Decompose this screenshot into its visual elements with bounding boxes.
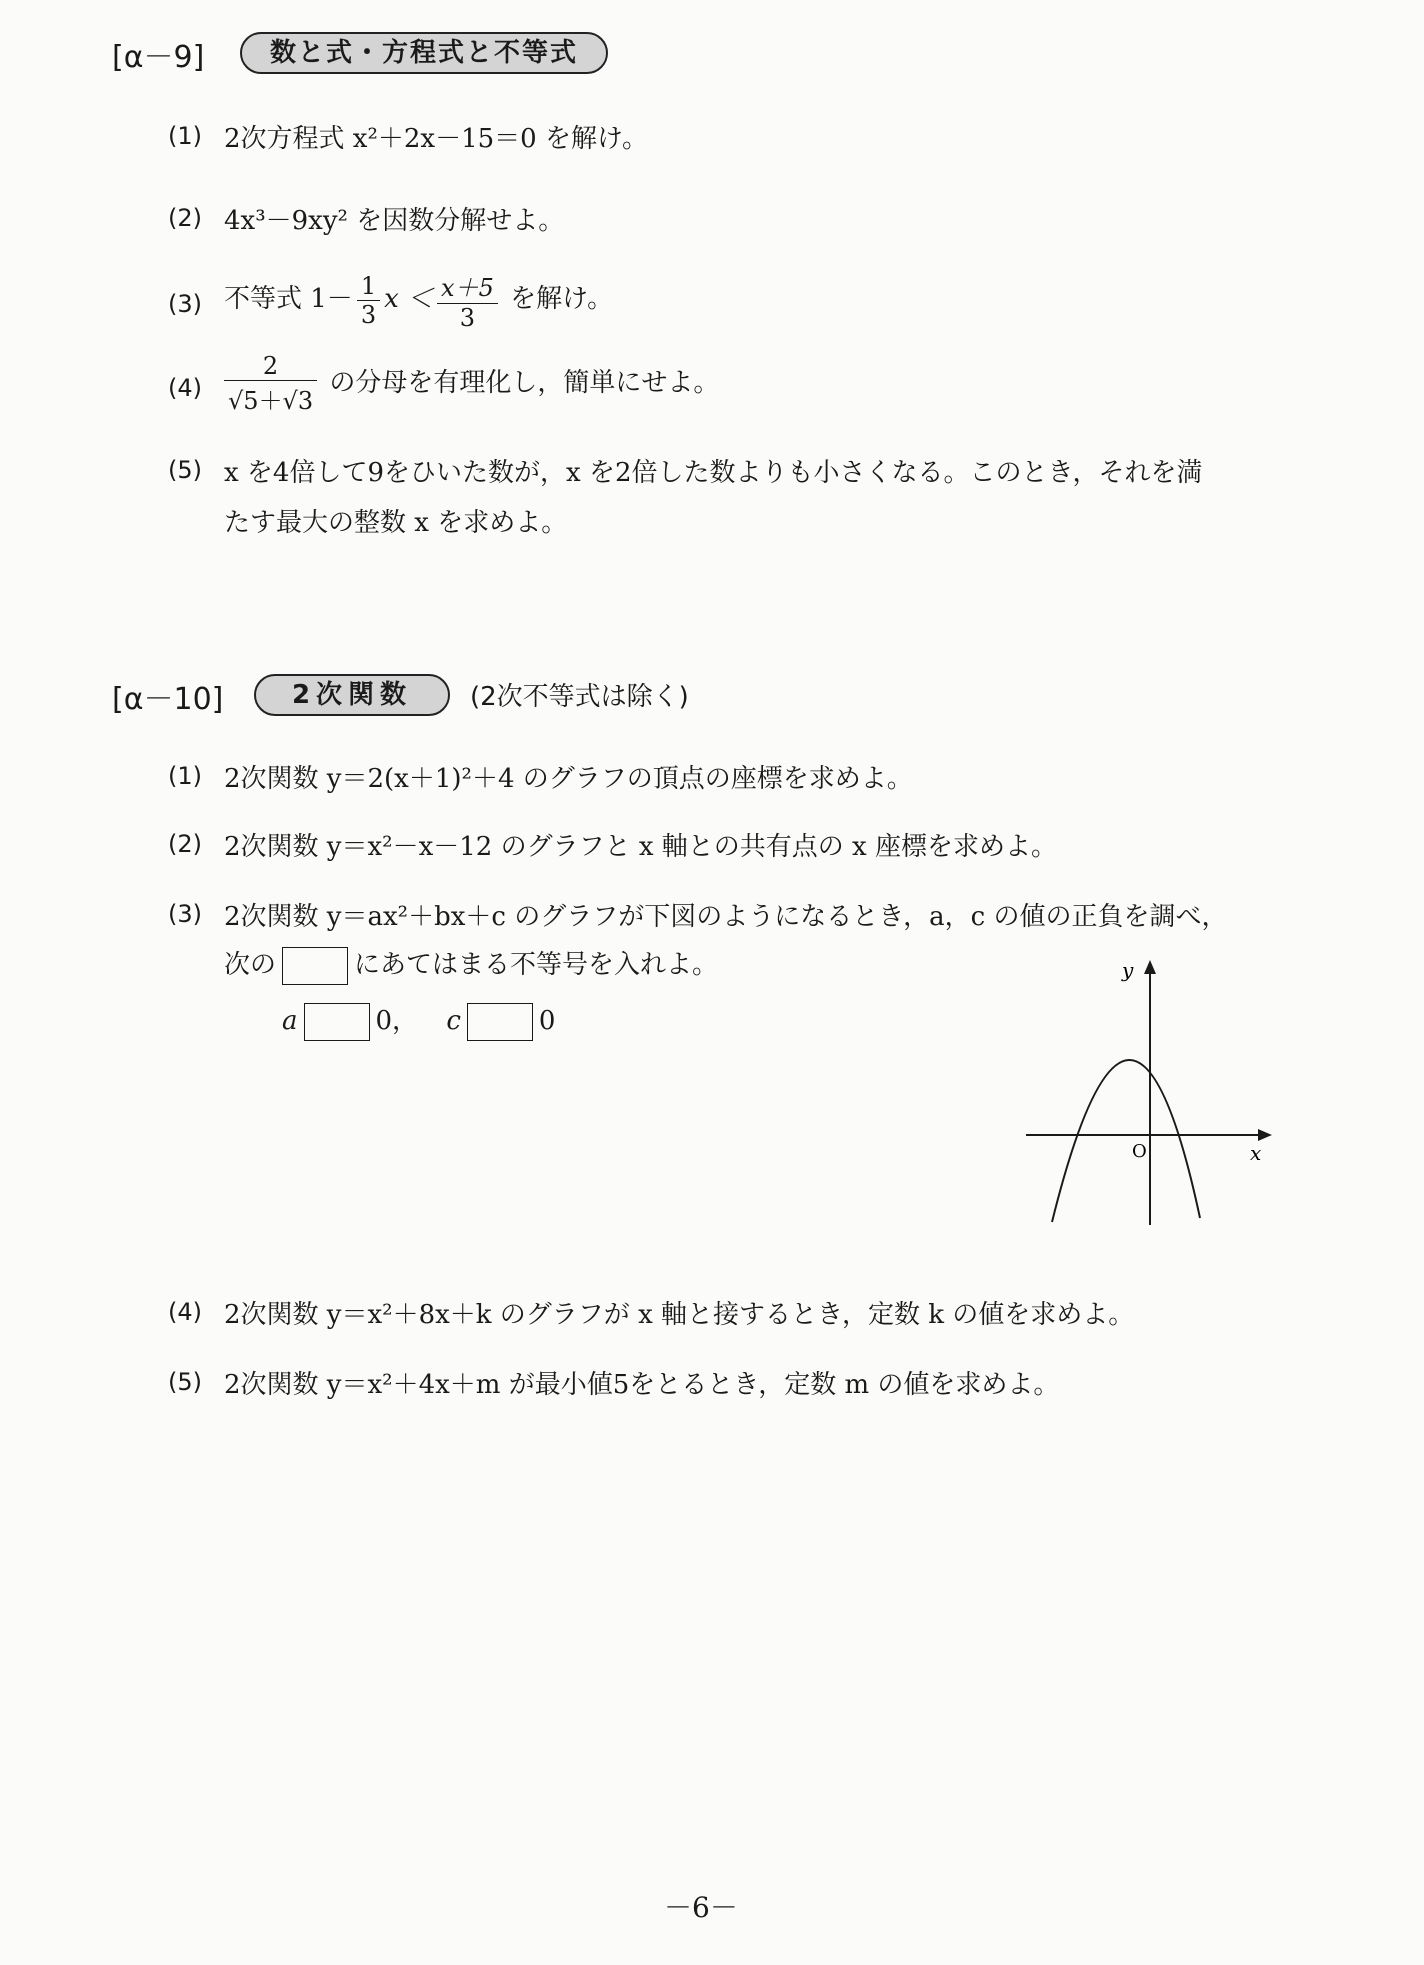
y-axis-arrow: [1144, 960, 1156, 974]
q9-4-frac-den: √5＋√3: [228, 387, 314, 415]
page-number: －6－: [664, 1891, 738, 1924]
q10-3-line2: [224, 944, 718, 985]
q9-3-frac2: [437, 268, 498, 332]
y-axis-label: y: [1122, 958, 1134, 982]
q10-5-text: 2次関数 y＝x²＋4x＋m が最小値5をとるとき，定数 m の値を求めよ。: [224, 1370, 1060, 1400]
q9-1-text: 2次方程式 x²＋2x－15＝0 を解け。: [224, 124, 648, 154]
q10-3-line2-b: にあてはまる不等号を入れよ。: [354, 950, 719, 980]
q10-3-line2-a: 次の: [224, 950, 277, 980]
q10-2-number: (2): [168, 830, 202, 858]
answer-box-c[interactable]: [467, 1003, 533, 1041]
q9-5-line2: たす最大の整数 x を求めよ。: [224, 508, 568, 538]
section10-label: [α－10]: [112, 682, 224, 717]
q9-4-number: (4): [168, 374, 202, 402]
q9-4-frac: [224, 352, 317, 416]
q9-4-text: [220, 352, 719, 416]
answer-box-example: [282, 947, 348, 985]
answer-box-a[interactable]: [304, 1003, 370, 1041]
q10-1-text: 2次関数 y＝2(x＋1)²＋4 のグラフの頂点の座標を求めよ。: [224, 764, 913, 794]
q9-3-frac1-den: 3: [360, 300, 377, 329]
q9-3-text: [224, 268, 613, 332]
q10-3-c-zero: 0: [538, 1006, 556, 1036]
section10-title-badge: 2次関数: [254, 674, 450, 716]
q10-3-a-zero: 0，: [375, 1006, 419, 1036]
q9-4-frac-num: 2: [224, 352, 317, 381]
q9-3-frac2-num: x＋5: [437, 268, 498, 304]
q9-1-number: (1): [168, 122, 202, 150]
parabola-curve: [1052, 1060, 1200, 1222]
q10-3-line1: 2次関数 y＝ax²＋bx＋c のグラフが下図のようになるとき，a，c の値の正負を調べ，: [224, 902, 1228, 932]
q10-3-answers: [282, 1000, 555, 1041]
section9-label: [α－9]: [112, 40, 205, 75]
q10-4-text: 2次関数 y＝x²＋8x＋k のグラフが x 軸と接するとき，定数 k の値を求めよ。: [224, 1300, 1135, 1330]
q10-2-text: 2次関数 y＝x²－x－12 のグラフと x 軸との共有点の x 座標を求めよ。: [224, 832, 1057, 862]
q10-4-number: (4): [168, 1298, 202, 1326]
q9-3-number: (3): [168, 290, 202, 318]
section10-note: (2次不等式は除く): [470, 682, 689, 712]
q10-3-a-label: a: [282, 1006, 298, 1036]
q9-3-frac1-num: 1: [357, 272, 380, 301]
q10-5-number: (5): [168, 1368, 202, 1396]
q9-3-frac1: [357, 272, 380, 329]
q10-3-c-label: c: [446, 1006, 461, 1036]
q9-3-post: を解け。: [510, 284, 614, 314]
section9-title-badge: 数と式・方程式と不等式: [240, 32, 608, 74]
q10-1-number: (1): [168, 762, 202, 790]
x-axis-label: x: [1250, 1141, 1262, 1165]
q10-3-number: (3): [168, 900, 202, 928]
x-axis-arrow: [1258, 1129, 1272, 1141]
q9-4-post: の分母を有理化し，簡単にせよ。: [329, 368, 720, 398]
q9-5-number: (5): [168, 456, 202, 484]
parabola-graph: [1010, 950, 1290, 1240]
q9-3-frac2-den: 3: [459, 304, 476, 332]
q9-2-text: 4x³－9xy² を因数分解せよ。: [224, 206, 565, 236]
origin-label: O: [1132, 1141, 1147, 1162]
q9-5-line1: x を4倍して9をひいた数が，x を2倍した数よりも小さくなる。このとき，それを満: [224, 458, 1203, 488]
q9-2-number: (2): [168, 204, 202, 232]
q9-3-mid: x ＜: [384, 284, 434, 314]
q9-3-pre: 不等式 1－: [224, 284, 353, 314]
